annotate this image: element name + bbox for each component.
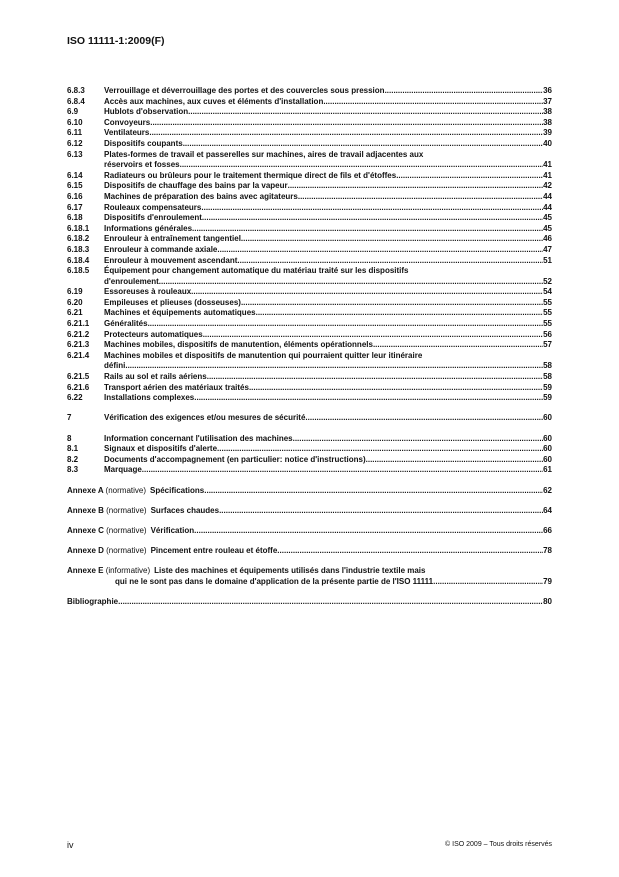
entry-body xyxy=(104,455,552,466)
entry-title-line xyxy=(104,298,552,309)
section-number: 6.22 xyxy=(67,393,83,403)
entry-title: Équipement pour changement automatique du matériau traité sur les dispositifs xyxy=(104,266,409,276)
entry-title-line xyxy=(67,566,552,577)
entry-page-number: 41 xyxy=(543,170,552,180)
toc-entry[interactable] xyxy=(67,393,552,404)
entry-page-number: 60 xyxy=(543,444,552,454)
entry-title: Informations générales xyxy=(104,223,193,233)
entry-title: Machines mobiles, dispositifs de manutention, éléments opérationnels xyxy=(104,340,373,350)
annex-label: Annexe C xyxy=(67,525,104,535)
entry-page-number: 45 xyxy=(543,213,552,223)
entry-title-line xyxy=(67,486,552,497)
entry-body xyxy=(104,383,552,394)
entry-title: Transport aérien des matériaux traités xyxy=(104,382,249,392)
dot-leader xyxy=(204,486,543,497)
entry-page-number: 61 xyxy=(543,465,552,475)
entry-title: Généralités xyxy=(104,319,148,329)
toc-entry[interactable] xyxy=(67,351,552,372)
dot-leader xyxy=(207,372,543,383)
entry-page-number: 78 xyxy=(543,546,552,556)
toc-entry[interactable] xyxy=(67,213,552,224)
entry-title: Spécifications xyxy=(150,485,205,495)
dot-leader xyxy=(305,413,543,424)
entry-title-line xyxy=(104,287,552,298)
entry-title: d'enroulement xyxy=(104,276,159,286)
entry-body xyxy=(67,526,552,537)
entry-body xyxy=(104,234,552,245)
entry-title-line xyxy=(104,308,552,319)
section-number: 6.8.3 xyxy=(67,86,85,95)
entry-title: qui ne le sont pas dans le domaine d'application de la présente partie de l'ISO 11111 xyxy=(115,576,434,586)
section-number: 6.21.6 xyxy=(67,382,90,392)
dot-leader xyxy=(183,139,543,150)
dot-leader xyxy=(219,506,543,517)
dot-leader xyxy=(150,118,543,129)
entry-body xyxy=(104,298,552,309)
toc-entry[interactable] xyxy=(67,383,552,394)
annex-kind: (normative) xyxy=(105,485,146,495)
entry-title: Plates-formes de travail et passerelles sur machines, aires de travail adjacentes aux xyxy=(104,149,424,159)
dot-leader xyxy=(180,160,543,171)
entry-page-number: 62 xyxy=(543,485,552,495)
entry-title: Vérification des exigences et/ou mesures de sécurité xyxy=(104,413,306,423)
entry-body xyxy=(67,566,552,587)
entry-title: Vérification xyxy=(150,525,195,535)
toc-group xyxy=(67,546,552,557)
section-number: 6.18.5 xyxy=(67,266,90,276)
entry-body xyxy=(104,372,552,383)
entry-page-number: 55 xyxy=(543,297,552,307)
dot-leader xyxy=(192,224,543,235)
entry-title: Signaux et dispositifs d'alerte xyxy=(104,444,218,454)
dot-leader xyxy=(191,287,543,298)
entry-title-line xyxy=(67,577,552,588)
entry-title-line xyxy=(104,150,552,161)
section-number: 6.14 xyxy=(67,170,83,180)
toc-entry[interactable] xyxy=(67,245,552,256)
dot-leader xyxy=(241,234,543,245)
entry-body xyxy=(104,203,552,214)
entry-title-line xyxy=(104,444,552,455)
entry-title: Dispositifs d'enroulement xyxy=(104,213,202,223)
entry-title-line xyxy=(67,506,552,517)
entry-body xyxy=(104,330,552,341)
dot-leader xyxy=(323,97,543,108)
toc-group xyxy=(67,434,552,476)
section-number: 6.17 xyxy=(67,202,83,212)
annex-prefix xyxy=(67,566,150,577)
entry-body xyxy=(104,107,552,118)
entry-page-number: 64 xyxy=(543,505,552,515)
entry-page-number: 52 xyxy=(543,276,552,286)
section-number: 6.10 xyxy=(67,117,83,127)
entry-title-line xyxy=(104,434,552,445)
section-number: 8.3 xyxy=(67,465,79,475)
annex-label: Annexe B xyxy=(67,505,104,515)
section-number: 6.8.4 xyxy=(67,96,85,106)
entry-title-line xyxy=(67,597,552,608)
entry-body xyxy=(104,128,552,139)
entry-page-number: 54 xyxy=(543,287,552,297)
section-number: 7 xyxy=(67,413,72,423)
entry-title-line xyxy=(104,181,552,192)
dot-leader xyxy=(203,330,543,341)
entry-title-line xyxy=(104,234,552,245)
toc-entry[interactable] xyxy=(67,256,552,267)
entry-body xyxy=(67,506,552,517)
dot-leader xyxy=(277,546,543,557)
entry-title: Enrouleur à commande axiale xyxy=(104,244,218,254)
bibliography-entry[interactable] xyxy=(67,597,552,608)
entry-page-number: 57 xyxy=(543,340,552,350)
document-header: ISO 11111-1:2009(F) xyxy=(67,35,165,47)
dot-leader xyxy=(125,361,543,372)
entry-title-line xyxy=(104,351,552,362)
entry-body xyxy=(104,171,552,182)
section-number: 6.18.3 xyxy=(67,244,90,254)
entry-title-line xyxy=(104,118,552,129)
entry-title: Essoreuses à rouleaux xyxy=(104,287,192,297)
entry-page-number: 58 xyxy=(543,361,552,371)
entry-page-number: 45 xyxy=(543,223,552,233)
entry-page-number: 40 xyxy=(543,138,552,148)
entry-body xyxy=(104,224,552,235)
section-number: 6.15 xyxy=(67,181,83,191)
entry-body xyxy=(104,245,552,256)
toc-group xyxy=(67,486,552,497)
entry-title-line xyxy=(104,330,552,341)
entry-page-number: 60 xyxy=(543,433,552,443)
entry-page-number: 42 xyxy=(543,181,552,191)
entry-title: Installations complexes xyxy=(104,393,195,403)
dot-leader xyxy=(366,455,543,466)
entry-body xyxy=(104,266,552,287)
dot-leader xyxy=(288,181,543,192)
dot-leader xyxy=(202,213,543,224)
entry-title-line xyxy=(104,383,552,394)
entry-page-number: 51 xyxy=(543,255,552,265)
entry-title-line xyxy=(104,192,552,203)
entry-title: Accès aux machines, aux cuves et éléments d'installation xyxy=(104,96,324,106)
entry-page-number: 58 xyxy=(543,372,552,382)
entry-page-number: 38 xyxy=(543,117,552,127)
entry-body xyxy=(104,213,552,224)
section-number: 8.1 xyxy=(67,444,79,454)
section-number: 6.21.4 xyxy=(67,350,90,360)
entry-title-line xyxy=(104,86,552,97)
entry-body xyxy=(67,486,552,497)
entry-title: Pincement entre rouleau et étoffe xyxy=(150,546,278,556)
dot-leader xyxy=(433,577,543,588)
entry-body xyxy=(104,308,552,319)
annex-kind: (normative) xyxy=(106,525,147,535)
entry-title: Surfaces chaudes xyxy=(150,505,220,515)
entry-body xyxy=(104,393,552,404)
entry-title-line xyxy=(104,413,552,424)
toc-group xyxy=(67,413,552,424)
entry-body xyxy=(104,256,552,267)
page-number: iv xyxy=(67,840,74,850)
entry-page-number: 60 xyxy=(543,413,552,423)
section-number: 6.18.1 xyxy=(67,223,90,233)
entry-title-line xyxy=(67,546,552,557)
toc-entry[interactable] xyxy=(67,118,552,129)
entry-page-number: 59 xyxy=(543,393,552,403)
toc-entry[interactable] xyxy=(67,224,552,235)
section-number: 6.21.1 xyxy=(67,319,90,329)
section-number: 6.21.2 xyxy=(67,329,90,339)
toc-group xyxy=(67,86,552,404)
toc-entry[interactable] xyxy=(67,372,552,383)
entry-title: Machines de préparation des bains avec agitateurs xyxy=(104,191,298,201)
toc-entry[interactable] xyxy=(67,340,552,351)
dot-leader xyxy=(217,245,543,256)
entry-title-line xyxy=(104,361,552,372)
annex-kind: (normative) xyxy=(106,505,147,515)
toc-group xyxy=(67,506,552,517)
entry-title-line xyxy=(104,203,552,214)
entry-page-number: 59 xyxy=(543,382,552,392)
dot-leader xyxy=(241,298,543,309)
entry-title-line xyxy=(104,393,552,404)
entry-title: Liste des machines et équipements utilisés dans l'industrie textile mais xyxy=(154,566,426,576)
toc-entry[interactable] xyxy=(67,181,552,192)
entry-title: Empileuses et plieuses (dosseuses) xyxy=(104,297,241,307)
entry-body xyxy=(104,287,552,298)
dot-leader xyxy=(237,256,543,267)
dot-leader xyxy=(194,393,543,404)
entry-page-number: 39 xyxy=(543,128,552,138)
toc-entry[interactable] xyxy=(67,86,552,97)
entry-body xyxy=(104,434,552,445)
entry-title: Dispositifs coupants xyxy=(104,138,183,148)
annex-kind: (informative) xyxy=(105,566,151,576)
toc-entry[interactable] xyxy=(67,139,552,150)
entry-title-line xyxy=(104,256,552,267)
annex-label: Annexe E xyxy=(67,566,104,576)
toc-entry[interactable] xyxy=(67,107,552,118)
section-number: 6.12 xyxy=(67,138,83,148)
dot-leader xyxy=(148,319,544,330)
entry-title-line xyxy=(104,266,552,277)
toc-entry[interactable] xyxy=(67,171,552,182)
entry-title-line xyxy=(104,319,552,330)
entry-title-line xyxy=(104,340,552,351)
entry-page-number: 55 xyxy=(543,308,552,318)
dot-leader xyxy=(159,277,543,288)
entry-body xyxy=(104,444,552,455)
annex-label: Annexe A xyxy=(67,485,104,495)
entry-title-line xyxy=(104,128,552,139)
entry-page-number: 80 xyxy=(543,597,552,607)
entry-title-line xyxy=(104,245,552,256)
section-number: 6.16 xyxy=(67,191,83,201)
entry-title: Information concernant l'utilisation des machines xyxy=(104,433,293,443)
entry-title-line xyxy=(104,97,552,108)
entry-body xyxy=(104,340,552,351)
entry-page-number: 60 xyxy=(543,454,552,464)
toc-entry[interactable] xyxy=(67,308,552,319)
dot-leader xyxy=(201,203,543,214)
toc-group xyxy=(67,526,552,537)
toc-entry[interactable] xyxy=(67,444,552,455)
entry-title: Bibliographie xyxy=(67,597,119,607)
dot-leader xyxy=(373,340,543,351)
entry-page-number: 41 xyxy=(543,160,552,170)
entry-title: Radiateurs ou brûleurs pour le traitement thermique direct de fils et d'étoffes xyxy=(104,170,397,180)
section-number: 6.20 xyxy=(67,297,83,307)
dot-leader xyxy=(188,107,543,118)
dot-leader xyxy=(298,192,543,203)
entry-body xyxy=(104,86,552,97)
dot-leader xyxy=(142,465,543,476)
section-number: 6.21 xyxy=(67,308,83,318)
dot-leader xyxy=(217,444,543,455)
entry-body xyxy=(104,319,552,330)
annex-entry[interactable] xyxy=(67,506,552,517)
entry-page-number: 66 xyxy=(543,525,552,535)
toc-group xyxy=(67,566,552,587)
entry-title-line xyxy=(104,139,552,150)
toc-entry[interactable] xyxy=(67,192,552,203)
section-number: 6.9 xyxy=(67,107,79,117)
dot-leader xyxy=(118,597,543,608)
entry-title-line xyxy=(104,277,552,288)
entry-title: Convoyeurs xyxy=(104,117,151,127)
dot-leader xyxy=(194,526,543,537)
annex-prefix xyxy=(67,486,146,497)
toc-entry[interactable] xyxy=(67,413,552,424)
toc-entry[interactable] xyxy=(67,465,552,476)
entry-body xyxy=(104,465,552,476)
annex-prefix xyxy=(67,546,147,557)
entry-title-line xyxy=(104,171,552,182)
entry-title: Documents d'accompagnement (en particulier: notice d'instructions) xyxy=(104,454,366,464)
entry-title-line xyxy=(104,107,552,118)
toc-entry[interactable] xyxy=(67,234,552,245)
entry-page-number: 38 xyxy=(543,107,552,117)
entry-title: Hublots d'observation xyxy=(104,107,189,117)
entry-body xyxy=(104,150,552,171)
toc-entry[interactable] xyxy=(67,298,552,309)
entry-title-line xyxy=(104,160,552,171)
annex-label: Annexe D xyxy=(67,546,104,556)
annex-entry[interactable] xyxy=(67,486,552,497)
table-of-contents xyxy=(67,86,552,617)
toc-entry[interactable] xyxy=(67,330,552,341)
entry-page-number: 44 xyxy=(543,191,552,201)
section-number: 6.13 xyxy=(67,149,83,159)
entry-title-line xyxy=(104,224,552,235)
entry-title-line xyxy=(104,465,552,476)
dot-leader xyxy=(396,171,543,182)
section-number: 6.21.5 xyxy=(67,372,90,382)
entry-body xyxy=(104,181,552,192)
entry-title: Ventilateurs xyxy=(104,128,150,138)
entry-title: Verrouillage et déverrouillage des portes et des couvercles sous pression xyxy=(104,86,385,95)
dot-leader xyxy=(385,86,544,97)
entry-page-number: 79 xyxy=(543,576,552,586)
section-number: 6.18.2 xyxy=(67,234,90,244)
entry-title-line xyxy=(104,455,552,466)
entry-title-line xyxy=(104,213,552,224)
section-number: 8 xyxy=(67,433,72,443)
annex-kind: (normative) xyxy=(106,546,147,556)
annex-prefix xyxy=(67,506,147,517)
annex-entry[interactable] xyxy=(67,546,552,557)
entry-body xyxy=(67,546,552,557)
entry-title-line xyxy=(104,372,552,383)
entry-title: Machines et équipements automatiques xyxy=(104,308,256,318)
entry-body xyxy=(104,192,552,203)
entry-page-number: 46 xyxy=(543,234,552,244)
entry-body xyxy=(104,351,552,372)
entry-body xyxy=(104,139,552,150)
entry-title: réservoirs et fosses xyxy=(104,160,180,170)
section-number: 6.18 xyxy=(67,213,83,223)
section-number: 6.19 xyxy=(67,287,83,297)
entry-page-number: 56 xyxy=(543,329,552,339)
annex-prefix xyxy=(67,526,147,537)
dot-leader xyxy=(149,128,543,139)
section-number: 8.2 xyxy=(67,454,79,464)
toc-group xyxy=(67,597,552,608)
toc-entry[interactable] xyxy=(67,128,552,139)
toc-entry[interactable] xyxy=(67,266,552,287)
entry-body xyxy=(104,97,552,108)
toc-entry[interactable] xyxy=(67,434,552,445)
entry-page-number: 44 xyxy=(543,202,552,212)
section-number: 6.18.4 xyxy=(67,255,90,265)
annex-entry[interactable] xyxy=(67,566,552,587)
toc-entry[interactable] xyxy=(67,287,552,298)
dot-leader xyxy=(256,308,544,319)
entry-title: Enrouleur à entraînement tangentiel xyxy=(104,234,241,244)
dot-leader xyxy=(293,434,543,445)
toc-entry[interactable] xyxy=(67,97,552,108)
entry-title: Marquage xyxy=(104,465,142,475)
section-number: 6.21.3 xyxy=(67,340,90,350)
entry-title-line xyxy=(67,526,552,537)
entry-title: défini xyxy=(104,361,126,371)
toc-entry[interactable] xyxy=(67,150,552,171)
entry-title: Rouleaux compensateurs xyxy=(104,202,202,212)
entry-title: Rails au sol et rails aériens xyxy=(104,372,207,382)
section-number: 6.11 xyxy=(67,128,83,138)
toc-entry[interactable] xyxy=(67,319,552,330)
entry-title: Enrouleur à mouvement ascendant xyxy=(104,255,238,265)
entry-page-number: 37 xyxy=(543,96,552,106)
dot-leader xyxy=(249,383,543,394)
toc-entry[interactable] xyxy=(67,455,552,466)
entry-title: Dispositifs de chauffage des bains par la vapeur xyxy=(104,181,288,191)
toc-entry[interactable] xyxy=(67,203,552,214)
copyright-notice: © ISO 2009 – Tous droits réservés xyxy=(445,841,552,848)
entry-body xyxy=(104,413,552,424)
entry-title: Protecteurs automatiques xyxy=(104,329,203,339)
entry-page-number: 55 xyxy=(543,319,552,329)
annex-entry[interactable] xyxy=(67,526,552,537)
entry-body xyxy=(104,118,552,129)
entry-page-number: 36 xyxy=(543,86,552,95)
entry-page-number: 47 xyxy=(543,244,552,254)
entry-title: Machines mobiles et dispositifs de manutention qui pourraient quitter leur itinéraire xyxy=(104,350,423,360)
